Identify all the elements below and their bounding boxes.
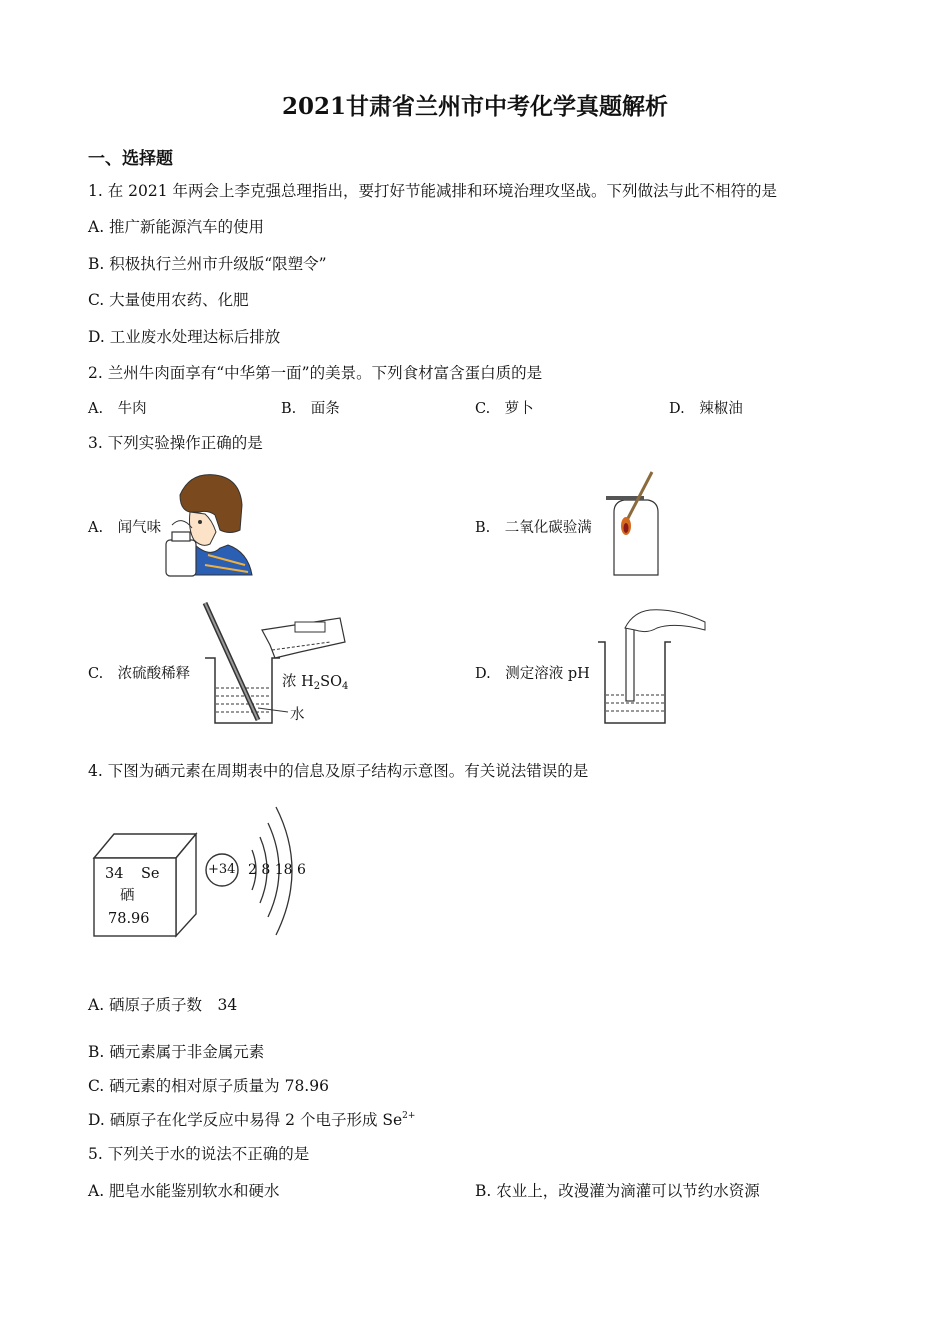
q4-option-b: B. 硒元素属于非金属元素 — [88, 1043, 265, 1061]
q2-option-d: D. 辣椒油 — [669, 401, 743, 417]
figure-ph-test — [595, 600, 715, 730]
electron-shells: 2 8 18 6 — [248, 862, 306, 878]
figure-smelling — [160, 470, 255, 580]
q4-option-a: A. 硒原子质子数 34 — [88, 996, 238, 1014]
q2-option-a: A. 牛肉 — [88, 401, 147, 417]
question-3-stem: 3. 下列实验操作正确的是 — [88, 434, 263, 452]
page-title: 2021甘肃省兰州市中考化学真题解析 — [281, 93, 668, 120]
figure-acid-dilution — [200, 600, 360, 730]
q3-option-d: D. 测定溶液 pH — [475, 666, 590, 682]
q3-option-a: A. 闻气味 — [88, 520, 162, 536]
q1-option-c: C. 大量使用农药、化肥 — [88, 291, 249, 309]
q5-option-b: B. 农业上，改漫灌为滴灌可以节约水资源 — [475, 1182, 760, 1200]
q4-option-c: C. 硒元素的相对原子质量为 78.96 — [88, 1077, 329, 1095]
q1-option-b: B. 积极执行兰州市升级版“限塑令” — [88, 255, 327, 273]
element-number: 34 — [105, 866, 124, 882]
q1-option-a: A. 推广新能源汽车的使用 — [88, 218, 265, 236]
nucleus-charge: +34 — [208, 862, 236, 877]
element-mass: 78.96 — [108, 911, 150, 927]
question-5-stem: 5. 下列关于水的说法不正确的是 — [88, 1145, 310, 1163]
q4-option-d: D. 硒原子在化学反应中易得 2 个电子形成 $Se^{2+}$ — [88, 1111, 416, 1129]
q3-option-b: B. 二氧化碳验满 — [475, 520, 592, 536]
q2-option-c: C. 萝卜 — [475, 401, 534, 417]
element-symbol: Se — [141, 866, 160, 882]
question-4-stem: 4. 下图为硒元素在周期表中的信息及原子结构示意图。有关说法错误的是 — [88, 762, 589, 780]
section-heading: 一、选择题 — [88, 149, 173, 169]
question-2-stem: 2. 兰州牛肉面享有“中华第一面”的美景。下列食材富含蛋白质的是 — [88, 364, 543, 382]
q1-option-d: D. 工业废水处理达标后排放 — [88, 328, 281, 346]
water-label: 水 — [290, 707, 305, 723]
figure-co2-check — [600, 470, 670, 580]
q3-option-c: C. 浓硫酸稀释 — [88, 666, 191, 682]
acid-label: 浓 $H_2SO_4$ — [282, 674, 349, 692]
element-name: 硒 — [120, 888, 135, 904]
q5-option-a: A. 肥皂水能鉴别软水和硬水 — [88, 1182, 280, 1200]
q2-option-b: B. 面条 — [281, 401, 340, 417]
question-1-stem: 1. 在 2021 年两会上李克强总理指出，要打好节能减排和环境治理攻坚战。下列做法与此不相符的是 — [88, 182, 778, 200]
